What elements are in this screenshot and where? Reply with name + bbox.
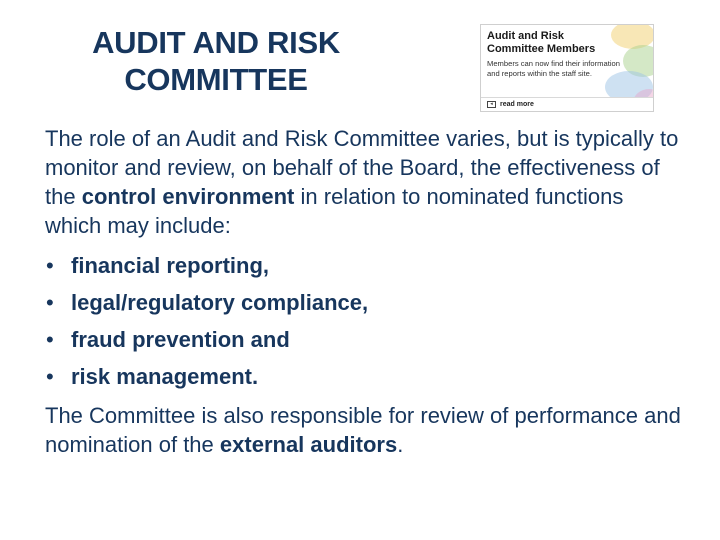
banner-heading [487, 30, 649, 56]
intro-text-start: The role of an Audit and Risk Committee varies, but is typically to monitor and review, on behalf of the Board, the effectiveness of the [45, 126, 679, 209]
list-item [45, 321, 685, 358]
bullet-icon: • [46, 290, 54, 315]
intro-paragraph [45, 124, 685, 240]
list-item-text: risk management. [71, 364, 259, 389]
audit-committee-members-banner[interactable] [480, 24, 654, 112]
banner-heading-line-1: Audit and Risk [487, 30, 565, 42]
banner-heading-line-2: Committee Members [487, 43, 596, 55]
intro-text-end: in relation to nominated functions which may include: [45, 184, 624, 238]
banner-description: Members can now find their information and reports within the staff site. [487, 59, 620, 78]
list-item-text: legal/regulatory compliance, [71, 290, 369, 315]
list-item-text: financial reporting, [71, 253, 270, 278]
slide-body [45, 124, 685, 459]
banner-body [487, 30, 649, 78]
slide-title [62, 24, 370, 98]
list-item-text: fraud prevention and [71, 327, 290, 352]
closing-paragraph [45, 401, 685, 459]
closing-bold-phrase: external auditors [219, 432, 398, 457]
closing-text-end: . [397, 432, 404, 457]
list-item [45, 247, 685, 284]
closing-text-start: The Committee is also responsible for review of performance and nomination of the [45, 403, 681, 457]
bullet-icon: • [46, 253, 54, 278]
bullet-icon: • [46, 364, 54, 389]
bullet-icon: • [46, 327, 54, 352]
slide-title-line-1: AUDIT AND RISK [92, 25, 340, 60]
banner-read-more-link[interactable] [481, 97, 653, 111]
list-item [45, 284, 685, 321]
intro-bold-phrase: control environment [81, 184, 295, 209]
arrow-left-icon: ◂ [487, 101, 496, 108]
function-list [45, 247, 685, 395]
read-more-label: read more [500, 101, 534, 108]
slide-title-line-2: COMMITTEE [124, 62, 308, 97]
list-item [45, 358, 685, 395]
